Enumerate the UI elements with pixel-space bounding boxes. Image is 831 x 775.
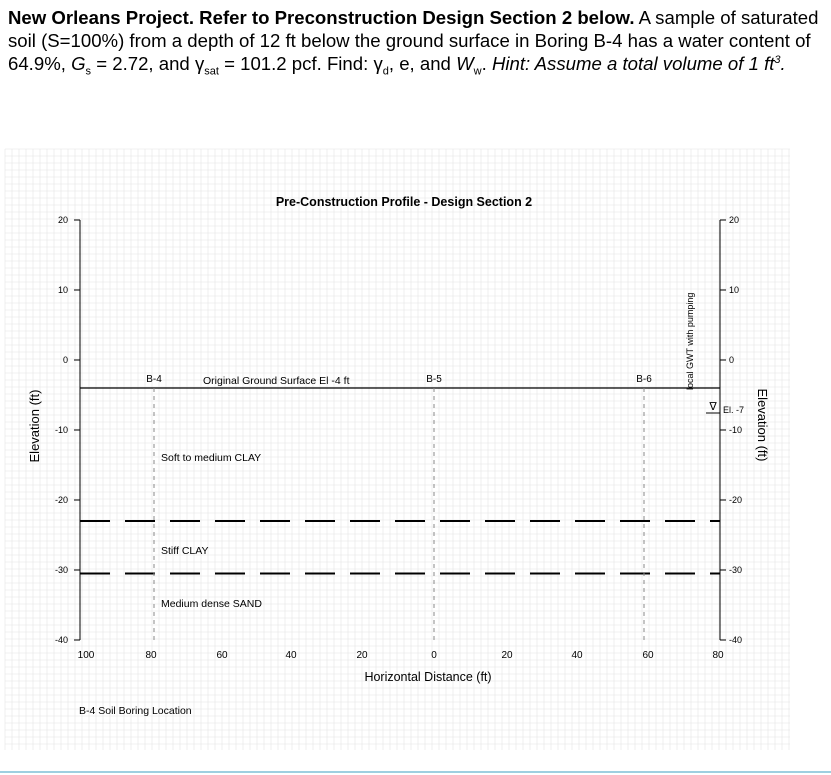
gs-subscript: s <box>85 65 92 78</box>
x-tick-label: 100 <box>77 650 95 661</box>
layer-label-sand: Medium dense SAND <box>161 598 262 610</box>
gwt-elevation-label: El. -7 <box>723 405 745 415</box>
ground-surface-label: Original Ground Surface El -4 ft <box>203 375 350 387</box>
x-tick-label: 20 <box>356 650 368 661</box>
find-separator: , e, and <box>388 53 457 74</box>
gamma-subscript: sat <box>204 65 219 78</box>
problem-statement <box>8 6 823 78</box>
hint-end: . <box>780 53 786 74</box>
y-tick-label-left: -10 <box>54 425 68 435</box>
hint-text: Hint: Assume a total volume of 1 ft <box>491 53 775 74</box>
ww-symbol: W <box>456 53 474 74</box>
y-tick-label-left: 0 <box>62 355 68 365</box>
legend-text: B-4 Soil Boring Location <box>79 705 192 717</box>
x-tick-label: 60 <box>642 650 654 661</box>
y-tick-label-left: 10 <box>57 285 68 295</box>
y-tick-label-right: 0 <box>729 355 735 365</box>
x-tick-label: 80 <box>712 650 724 661</box>
y-tick-label-right: -20 <box>729 495 743 505</box>
profile-diagram <box>0 140 831 765</box>
y-axis-label-right: Elevation (ft) <box>755 388 770 462</box>
bottom-divider <box>0 771 831 773</box>
background-grid <box>5 149 790 750</box>
x-tick-label: 60 <box>216 650 228 661</box>
gamma-d-subscript: d <box>382 65 389 78</box>
gs-value: = 2.72, and <box>91 53 195 74</box>
y-axis-label-left: Elevation (ft) <box>27 389 42 463</box>
x-tick-label: 40 <box>571 650 583 661</box>
gs-symbol: G <box>71 53 86 74</box>
find-period: . <box>481 53 492 74</box>
profile-title: Pre-Construction Profile - Design Section 2 <box>275 195 533 209</box>
boring-label: B-6 <box>636 374 652 385</box>
y-tick-label-right: 10 <box>729 285 740 295</box>
boring-label: B-4 <box>146 374 162 385</box>
x-tick-label: 0 <box>431 650 437 661</box>
y-tick-label-right: -40 <box>729 635 743 645</box>
layer-label-stiff-clay: Stiff CLAY <box>161 545 209 557</box>
y-tick-label-right: -30 <box>729 565 743 575</box>
x-tick-label: 20 <box>501 650 513 661</box>
ww-subscript: w <box>473 65 482 78</box>
hint-superscript: 3 <box>774 53 781 66</box>
y-tick-label-left: -20 <box>54 495 68 505</box>
gwt-label: local GWT with pumping <box>685 292 695 390</box>
y-tick-label-right: 20 <box>729 215 740 225</box>
problem-title: New Orleans Project. Refer to Preconstruction Design Section 2 below. <box>8 7 635 28</box>
problem-text: A sample of saturated soil (S=100%) from a depth of 12 ft below the ground surface in Boring B-4 has a water content of 64.9%, <box>8 7 819 74</box>
x-tick-label: 80 <box>145 650 157 661</box>
y-tick-label-right: -10 <box>729 425 743 435</box>
gamma-d-symbol: γ <box>373 53 383 74</box>
boring-label: B-5 <box>426 374 442 385</box>
gamma-value: = 101.2 pcf. Find: <box>218 53 374 74</box>
y-tick-label-left: -30 <box>54 565 68 575</box>
x-axis-label: Horizontal Distance (ft) <box>364 670 492 684</box>
y-tick-label-left: 20 <box>57 215 68 225</box>
x-tick-label: 40 <box>285 650 297 661</box>
gwt-symbol: ∇ <box>709 401 717 413</box>
y-tick-label-left: -40 <box>54 635 68 645</box>
layer-label-soft-clay: Soft to medium CLAY <box>161 452 262 464</box>
gamma-symbol: γ <box>194 53 205 74</box>
